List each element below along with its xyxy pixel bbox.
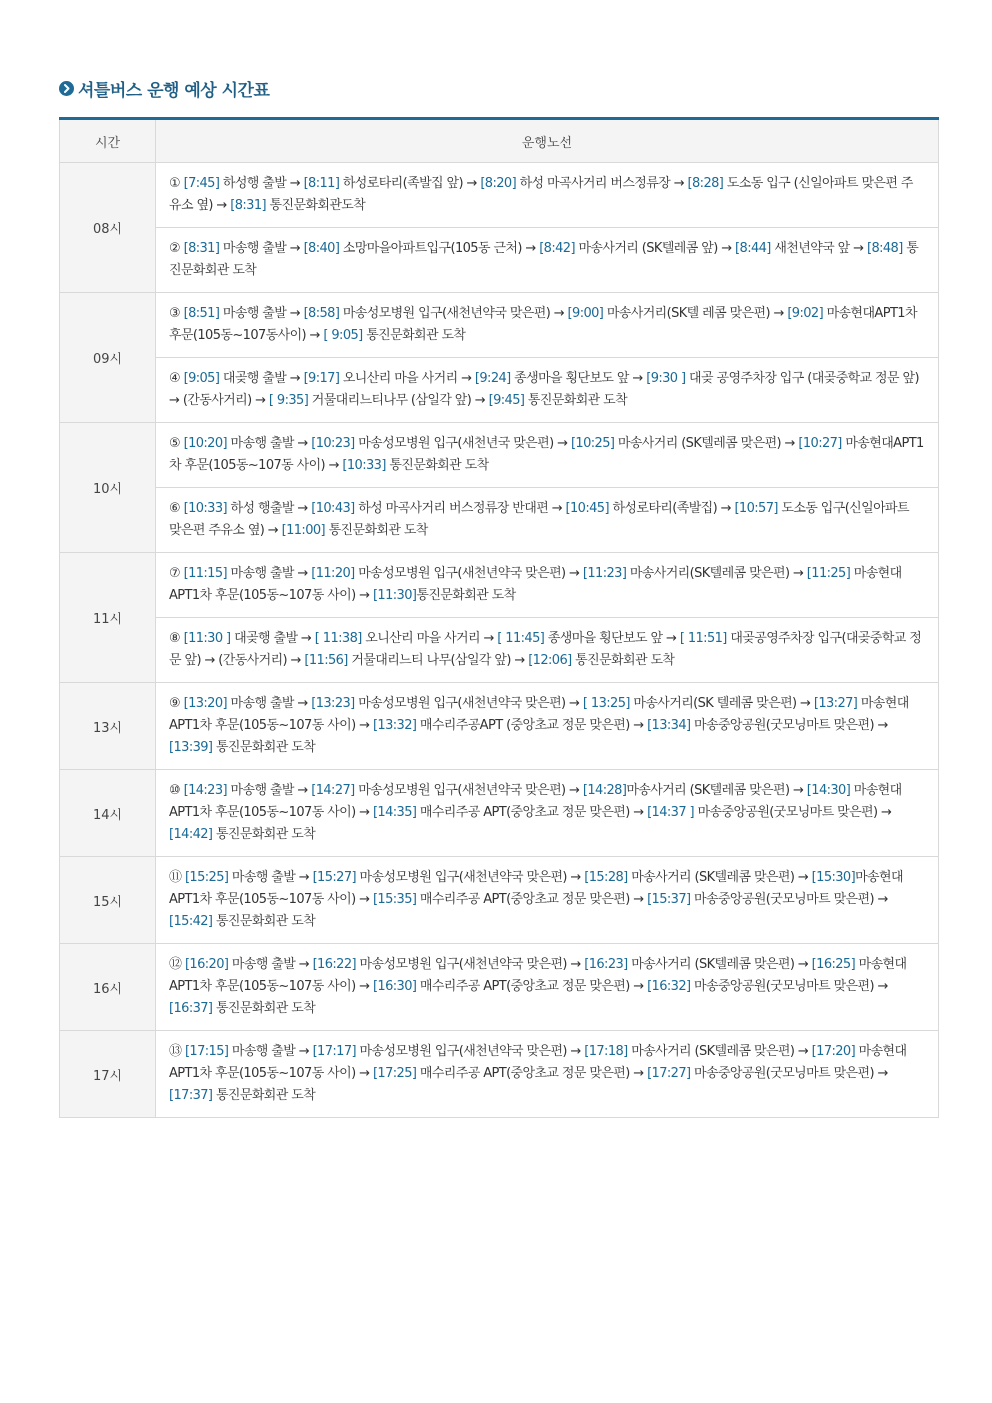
departure-time: [10:45] (565, 501, 609, 516)
departure-time: [15:28] (584, 870, 628, 885)
route-text: 마송현대APT1차 후문(105동~107동 사이) → (169, 436, 924, 473)
route-text: 마송성모병원 입구(새천년국 맞은편) → (354, 436, 571, 451)
route-text: 통진문화회관 도착 (362, 328, 466, 343)
route-text: 마송사거리 (SK텔레콤 맞은편) → (626, 783, 807, 798)
route-cell (156, 293, 939, 358)
route-text: ① (169, 176, 184, 191)
route-text: 마송사거리 (SK텔레콤 맞은편) → (627, 870, 812, 885)
hour-cell: 15시 (60, 857, 156, 944)
departure-time: [9:30 ] (646, 371, 686, 386)
departure-time: [11:25] (806, 566, 851, 581)
route-cell (156, 857, 939, 944)
route-text: 마송중앙공원(굿모닝마트 맞은편) → (690, 1066, 888, 1081)
departure-time: [9:45] (488, 393, 525, 408)
departure-time: [17:20] (811, 1044, 856, 1059)
route-text: 통진문화회관 도착 (212, 827, 316, 842)
departure-time: [16:37] (169, 1001, 213, 1016)
route-text: 하성로타리(족발집 앞) → (339, 176, 481, 191)
route-cell (156, 358, 939, 423)
departure-time: [16:23] (584, 957, 628, 972)
route-text: ⑤ (169, 436, 184, 451)
departure-time: [9:17] (303, 371, 340, 386)
route-text: 마송사거리 (SK텔레콤 앞) → (574, 241, 736, 256)
departure-time: [ 9:35] (268, 393, 309, 408)
departure-time: [16:25] (811, 957, 856, 972)
departure-time: [15:35] (372, 892, 417, 907)
departure-time: [17:18] (584, 1044, 628, 1059)
route-text: 마송현대APT1차 후문(105동~107동 사이) → (169, 1044, 907, 1081)
hour-cell: 13시 (60, 683, 156, 770)
table-row (60, 423, 939, 488)
route-text: 마송행 출발 → (227, 783, 312, 798)
table-row (60, 857, 939, 944)
departure-time: [10:57] (734, 501, 778, 516)
route-text: 마송현대APT1차 후문(105동~107동 사이) → (169, 957, 907, 994)
hour-cell: 14시 (60, 770, 156, 857)
route-text: 대곶 공영주차장 입구 (대곶중학교 정문 앞) → (간동사거리) → (169, 371, 919, 408)
route-cell (156, 488, 939, 553)
departure-time: [8:58] (303, 306, 340, 321)
route-text: 마송성모병원 입구(새천년약국 맞은편) → (356, 870, 585, 885)
departure-time: [8:28] (687, 176, 724, 191)
departure-time: [17:25] (372, 1066, 417, 1081)
route-text: 마송행 출발 → (219, 306, 304, 321)
route-text: 마송행 출발 → (228, 957, 313, 972)
route-text: 마송중앙공원(굿모닝마트 맞은편) → (690, 718, 888, 733)
departure-time: [10:20] (183, 436, 228, 451)
route-text: 하성 마곡사거리 버스정류장 → (516, 176, 688, 191)
route-text: 마송사거리 (SK텔레콤 맞은편) → (627, 957, 812, 972)
route-cell (156, 683, 939, 770)
route-text: 매수리주공 APT(중앙초교 정문 맞은편) → (416, 979, 648, 994)
route-cell (156, 553, 939, 618)
route-text: 마송행 출발 → (227, 566, 312, 581)
departure-time: [11:20] (311, 566, 355, 581)
route-text: 거물대리느티 나무(삼일각 앞) → (347, 653, 529, 668)
departure-time: [ 11:38] (314, 631, 362, 646)
departure-time: [15:30] (811, 870, 856, 885)
table-row (60, 358, 939, 423)
route-cell (156, 423, 939, 488)
route-text: 마송성모병원 입구(새천년약국 맞은편) → (356, 957, 585, 972)
departure-time: [11:30] (372, 588, 417, 603)
route-cell (156, 163, 939, 228)
route-text: 마송사거리 (SK텔레콤 맞은편) → (614, 436, 799, 451)
departure-time: [8:48] (866, 241, 903, 256)
departure-time: [17:17] (312, 1044, 356, 1059)
route-text: 매수리주공APT (중앙초교 정문 맞은편) → (416, 718, 648, 733)
table-row (60, 1031, 939, 1118)
hour-cell: 16시 (60, 944, 156, 1031)
departure-time: [13:27] (813, 696, 858, 711)
route-text: 통진문화회관 도착 (169, 241, 919, 278)
table-body (60, 163, 939, 1118)
route-text: ⑪ (169, 870, 185, 885)
departure-time: [16:30] (372, 979, 417, 994)
route-text: 통진문화회관 도착 (524, 393, 628, 408)
route-text: 마송현대APT1차 후문(105동~107동 사이) → (169, 696, 909, 733)
departure-time: [ 11:51] (679, 631, 727, 646)
route-text: ⑥ (169, 501, 184, 516)
route-text: 통진문화회관 도착 (212, 1088, 316, 1103)
table-row (60, 163, 939, 228)
section-title (59, 76, 269, 101)
route-text: 마송사거리(SK텔 레콤 맞은편) → (603, 306, 788, 321)
route-text: 마송사거리(SK텔레콤 맞은편) → (626, 566, 807, 581)
route-cell (156, 228, 939, 293)
departure-time: [9:24] (474, 371, 511, 386)
route-text: 마송성모병원 입구(새천년약국 맞은편) → (354, 696, 583, 711)
departure-time: [8:40] (303, 241, 340, 256)
route-text: ④ (169, 371, 184, 386)
route-text: 마송성모병원 입구(새천년약국 맞은편) → (354, 783, 583, 798)
route-text: 도소동 입구 (신일아파트 맞은편 주유소 옆) → (169, 176, 913, 213)
departure-time: [14:28] (582, 783, 627, 798)
table-row (60, 293, 939, 358)
route-text: 하성로타리(족발집) → (608, 501, 735, 516)
hour-cell: 08시 (60, 163, 156, 293)
departure-time: [10:43] (311, 501, 355, 516)
route-text: 통진문화회관도착 (266, 198, 366, 213)
route-text: 통진문화회관 도착 (325, 523, 428, 538)
route-text: 마송중앙공원(굿모닝마트 맞은편) → (690, 892, 888, 907)
route-text: ⑨ (169, 696, 184, 711)
route-text: 마송사거리 (SK텔레콤 맞은편) → (627, 1044, 812, 1059)
departure-time: [16:20] (184, 957, 229, 972)
departure-time: [8:31] (183, 241, 220, 256)
departure-time: [14:42] (169, 827, 213, 842)
route-text: 오니산리 마을 사거리 → (339, 371, 475, 386)
route-text: 통진문화회관 도착 (212, 914, 316, 929)
departure-time: [14:30] (806, 783, 851, 798)
departure-time: [8:51] (183, 306, 220, 321)
route-text: 종생마을 횡단보도 앞 → (544, 631, 680, 646)
route-text: 마송성모병원 입구(새천년약국 맞은편) → (356, 1044, 585, 1059)
route-text: 매수리주공 APT(중앙초교 정문 맞은편) → (416, 1066, 648, 1081)
header-route: 운행노선 (156, 119, 939, 163)
route-text: 하성행 출발 → (219, 176, 304, 191)
departure-time: [9:00] (567, 306, 604, 321)
route-text: ③ (169, 306, 184, 321)
departure-time: [13:39] (169, 740, 213, 755)
table-row (60, 683, 939, 770)
departure-time: [14:37 ] (647, 805, 695, 820)
route-text: ⑧ (169, 631, 184, 646)
departure-time: [15:37] (647, 892, 691, 907)
departure-time: [10:23] (311, 436, 355, 451)
route-cell (156, 1031, 939, 1118)
route-text: 새천년약국 앞 → (770, 241, 867, 256)
route-text: 통진문화회관 도착 (212, 1001, 316, 1016)
departure-time: [16:22] (312, 957, 356, 972)
route-text: 마송중앙공원(굿모닝마트 맞은편) → (690, 979, 888, 994)
route-text: 매수리주공 APT(중앙초교 정문 맞은편) → (416, 805, 648, 820)
departure-time: [11:15] (183, 566, 228, 581)
table-row (60, 228, 939, 293)
route-text: 마송성모병원 입구(새천년약국 맞은편) → (339, 306, 568, 321)
departure-time: [12:06] (528, 653, 572, 668)
departure-time: [14:27] (311, 783, 355, 798)
route-text: ⑦ (169, 566, 184, 581)
route-text: 하성 행출발 → (227, 501, 312, 516)
route-text: 하성 마곡사거리 버스정류장 반대편 → (354, 501, 566, 516)
route-text: 소망마을아파트입구(105동 근처) → (339, 241, 540, 256)
route-text: 매수리주공 APT(중앙초교 정문 맞은편) → (416, 892, 648, 907)
route-text: 마송행 출발 → (228, 870, 313, 885)
route-text: 마송행 출발 → (227, 696, 312, 711)
departure-time: [8:31] (230, 198, 266, 213)
table-header-row (60, 119, 939, 163)
route-text: 대곶공영주차장 입구(대곶중학교 정문 앞) → (간동사거리) → (169, 631, 922, 668)
departure-time: [13:23] (311, 696, 355, 711)
departure-time: [8:42] (539, 241, 575, 256)
route-cell (156, 944, 939, 1031)
departure-time: [11:30 ] (183, 631, 231, 646)
route-text: 마송행 출발 → (228, 1044, 313, 1059)
table-row (60, 770, 939, 857)
route-text: 마송행 출발 → (219, 241, 304, 256)
route-text: 마송현대APT1차 후문(105동~107동 사이) → (169, 566, 902, 603)
route-text: ② (169, 241, 184, 256)
departure-time: [17:15] (184, 1044, 229, 1059)
table-row (60, 553, 939, 618)
route-text: 종생마을 횡단보도 앞 → (510, 371, 647, 386)
route-text: 통진문화회관 도착 (385, 458, 489, 473)
departure-time: [10:33] (342, 458, 386, 473)
page-title: 셔틀버스 운행 예상 시간표 (78, 81, 270, 101)
route-text: 대곶행 출발 → (219, 371, 304, 386)
departure-time: [11:00] (281, 523, 326, 538)
departure-time: [8:11] (303, 176, 340, 191)
hour-cell: 17시 (60, 1031, 156, 1118)
route-text: ⑬ (169, 1044, 185, 1059)
route-text: 오니산리 마을 사거리 → (361, 631, 498, 646)
route-text: 마송중앙공원(굿모닝마트 맞은편) → (694, 805, 892, 820)
route-text: 통진문화회관 도착 (416, 588, 516, 603)
departure-time: [15:25] (184, 870, 229, 885)
route-text: 거물대리느티나무 (삼일각 앞) → (308, 393, 489, 408)
departure-time: [8:20] (480, 176, 517, 191)
departure-time: [11:56] (304, 653, 348, 668)
departure-time: [15:42] (169, 914, 213, 929)
departure-time: [ 13:25] (582, 696, 630, 711)
hour-cell: 11시 (60, 553, 156, 683)
departure-time: [8:44] (735, 241, 771, 256)
departure-time: [13:20] (183, 696, 228, 711)
departure-time: [9:05] (183, 371, 220, 386)
route-text: 대곶행 출발 → (230, 631, 315, 646)
departure-time: [7:45] (183, 176, 220, 191)
route-text: 통진문화회관 도착 (571, 653, 675, 668)
departure-time: [16:32] (647, 979, 691, 994)
departure-time: [17:37] (169, 1088, 213, 1103)
departure-time: [9:02] (787, 306, 824, 321)
chevron-right-circle-icon (59, 81, 74, 96)
route-cell (156, 618, 939, 683)
departure-time: [14:23] (183, 783, 228, 798)
departure-time: [14:35] (372, 805, 417, 820)
departure-time: [17:27] (647, 1066, 691, 1081)
route-text: 도소동 입구(신일아파트 맞은편 주유소 옆) → (169, 501, 909, 538)
table-row (60, 944, 939, 1031)
header-time: 시간 (60, 119, 156, 163)
departure-time: [ 11:45] (497, 631, 545, 646)
departure-time: [13:32] (372, 718, 417, 733)
route-text: 마송현대APT1차 후문(105동~107동사이) → (169, 306, 917, 343)
departure-time: [10:25] (570, 436, 615, 451)
route-text: 마송사거리(SK 텔레콤 맞은편) → (629, 696, 814, 711)
route-text: 마송현대APT1차 후문(105동~107동 사이) → (169, 783, 902, 820)
route-text: ⑩ (169, 783, 184, 798)
departure-time: [11:23] (582, 566, 627, 581)
route-text: 통진문화회관 도착 (212, 740, 316, 755)
route-text: ⑫ (169, 957, 185, 972)
route-cell (156, 770, 939, 857)
route-text: 마송성모병원 입구(새천년약국 맞은편) → (354, 566, 583, 581)
route-text: 마송행 출발 → (227, 436, 312, 451)
table-row (60, 618, 939, 683)
table-row (60, 488, 939, 553)
route-text: 마송현대APT1차 후문(105동~107동 사이) → (169, 870, 903, 907)
hour-cell: 10시 (60, 423, 156, 553)
departure-time: [10:33] (183, 501, 228, 516)
departure-time: [13:34] (647, 718, 691, 733)
departure-time: [10:27] (798, 436, 842, 451)
hour-cell: 09시 (60, 293, 156, 423)
departure-time: [ 9:05] (323, 328, 363, 343)
shuttle-schedule-table (59, 117, 939, 1118)
departure-time: [15:27] (312, 870, 356, 885)
